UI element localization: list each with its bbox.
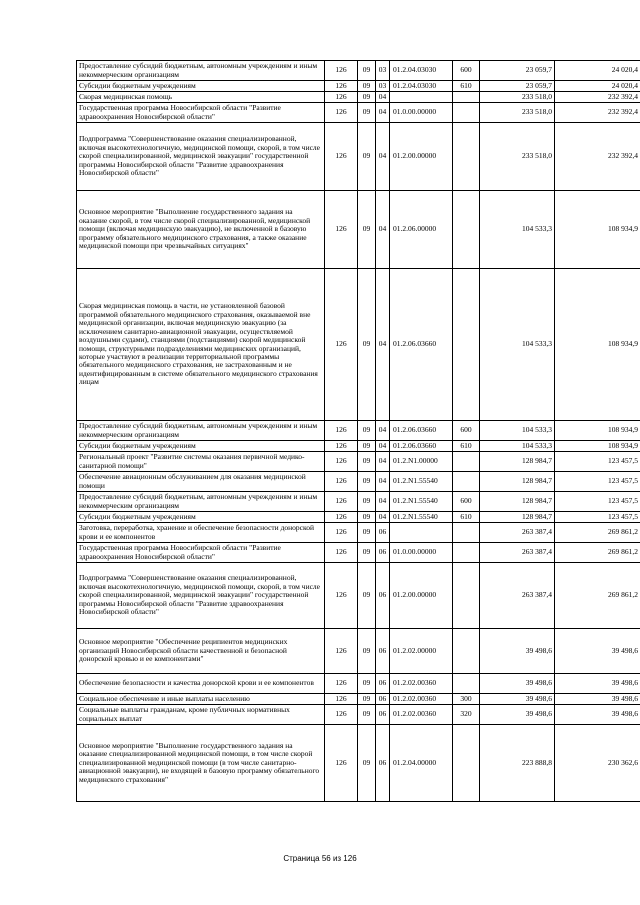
row-expense-type — [453, 725, 480, 802]
row-target-article: 01.2.06.03660 — [390, 269, 453, 421]
row-section-code: 09 — [358, 725, 376, 802]
row-subsection-code: 04 — [376, 452, 390, 472]
row-subsection-code: 06 — [376, 523, 390, 543]
table-row — [77, 563, 640, 629]
table-row — [77, 421, 640, 441]
table-row — [77, 92, 640, 103]
row-amount-year1: 39 498,6 — [480, 694, 555, 705]
row-expense-type: 610 — [453, 81, 480, 92]
row-section-code: 09 — [358, 191, 376, 269]
row-grbs-code: 126 — [325, 512, 358, 523]
page-number: Страница 56 из 126 — [283, 854, 357, 863]
row-name: Скорая медицинская помощь — [77, 92, 325, 103]
row-target-article: 01.2.N1.55540 — [390, 512, 453, 523]
row-amount-year2: 123 457,5 — [555, 472, 640, 492]
table-row — [77, 705, 640, 725]
row-grbs-code: 126 — [325, 629, 358, 674]
table-body — [77, 61, 640, 802]
row-amount-year2: 123 457,5 — [555, 492, 640, 512]
row-subsection-code: 03 — [376, 81, 390, 92]
row-amount-year1: 233 518,0 — [480, 103, 555, 123]
row-subsection-code: 04 — [376, 191, 390, 269]
row-subsection-code: 06 — [376, 705, 390, 725]
row-grbs-code: 126 — [325, 269, 358, 421]
row-amount-year2: 123 457,5 — [555, 452, 640, 472]
row-amount-year1: 23 059,7 — [480, 61, 555, 81]
row-expense-type: 300 — [453, 694, 480, 705]
row-name: Основное мероприятие "Выполнение государственного задания на оказание скорой, в том числе скорой специализированной, медицинской помощи (включая медицинскую эвакуацию), не включенной в базовую программу обязательного медицинского страхования, а также оказание медицинской помощи при чрезвычайных ситуациях" — [77, 191, 325, 269]
row-expense-type: 610 — [453, 512, 480, 523]
row-grbs-code: 126 — [325, 61, 358, 81]
row-name: Субсидии бюджетным учреждениям — [77, 81, 325, 92]
row-name: Подпрограмма "Совершенствование оказания специализированной, включая высокотехнологичную, медицинской помощи, скорой, в том числе скорой специализированной, медицинской эвакуации" государственной программы Новосибирской области "Развитие здравоохранения Новосибирской области" — [77, 123, 325, 191]
row-target-article: 01.2.02.00360 — [390, 705, 453, 725]
row-amount-year1: 233 518,0 — [480, 92, 555, 103]
row-subsection-code: 04 — [376, 441, 390, 452]
row-name: Предоставление субсидий бюджетным, автономным учреждениям и иным некоммерческим организациям — [77, 61, 325, 81]
table-row — [77, 725, 640, 802]
row-name: Скорая медицинская помощь в части, не установленной базовой программой обязательного медицинского страхования, оказываемой вне медицинской организации, включая медицинскую эвакуацию (за исключением санитарно-авиационной эвакуации, осуществляемой воздушными судами), станциями (подстанциями) скорой медицинской помощи, структурными подразделениями медицинских организаций, которые участвуют в реализации территориальной программы обязательного медицинского страхования, не застрахованным и не идентифицированным в системе обязательного медицинского страхования лицам — [77, 269, 325, 421]
row-subsection-code: 04 — [376, 512, 390, 523]
row-amount-year1: 104 533,3 — [480, 191, 555, 269]
row-subsection-code: 06 — [376, 629, 390, 674]
table-row — [77, 523, 640, 543]
row-expense-type — [453, 452, 480, 472]
row-section-code: 09 — [358, 472, 376, 492]
row-name: Социальное обеспечение и иные выплаты населению — [77, 694, 325, 705]
row-amount-year1: 128 984,7 — [480, 492, 555, 512]
row-section-code: 09 — [358, 674, 376, 694]
row-grbs-code: 126 — [325, 123, 358, 191]
row-target-article — [390, 92, 453, 103]
row-section-code: 09 — [358, 563, 376, 629]
row-section-code: 09 — [358, 81, 376, 92]
row-subsection-code: 04 — [376, 472, 390, 492]
row-name: Государственная программа Новосибирской области "Развитие здравоохранения Новосибирской области" — [77, 543, 325, 563]
row-name: Социальные выплаты гражданам, кроме публичных нормативных социальных выплат — [77, 705, 325, 725]
row-section-code: 09 — [358, 123, 376, 191]
row-grbs-code: 126 — [325, 81, 358, 92]
row-amount-year1: 263 387,4 — [480, 523, 555, 543]
row-name: Субсидии бюджетным учреждениям — [77, 512, 325, 523]
row-subsection-code: 06 — [376, 674, 390, 694]
row-amount-year1: 128 984,7 — [480, 472, 555, 492]
row-section-code: 09 — [358, 452, 376, 472]
table-row — [77, 441, 640, 452]
table-row — [77, 674, 640, 694]
row-amount-year1: 39 498,6 — [480, 629, 555, 674]
row-grbs-code: 126 — [325, 472, 358, 492]
row-amount-year2: 108 934,9 — [555, 421, 640, 441]
row-name: Подпрограмма "Совершенствование оказания специализированной, включая высокотехнологичную, медицинской помощи, скорой, в том числе скорой специализированной, медицинской эвакуации" государственной программы Новосибирской области "Развитие здравоохранения Новосибирской области" — [77, 563, 325, 629]
row-expense-type — [453, 191, 480, 269]
row-amount-year1: 104 533,3 — [480, 269, 555, 421]
row-expense-type: 600 — [453, 421, 480, 441]
row-amount-year2: 108 934,9 — [555, 191, 640, 269]
row-target-article: 01.0.00.00000 — [390, 543, 453, 563]
row-subsection-code: 04 — [376, 492, 390, 512]
row-target-article — [390, 523, 453, 543]
row-target-article: 01.0.00.00000 — [390, 103, 453, 123]
row-grbs-code: 126 — [325, 523, 358, 543]
row-name: Региональный проект "Развитие системы оказания первичной медико-санитарной помощи" — [77, 452, 325, 472]
row-section-code: 09 — [358, 269, 376, 421]
table-row — [77, 512, 640, 523]
row-amount-year2: 39 498,6 — [555, 674, 640, 694]
row-section-code: 09 — [358, 512, 376, 523]
row-name: Предоставление субсидий бюджетным, автономным учреждениям и иным некоммерческим организациям — [77, 421, 325, 441]
table-row — [77, 543, 640, 563]
row-grbs-code: 126 — [325, 543, 358, 563]
table-row — [77, 269, 640, 421]
row-expense-type: 600 — [453, 61, 480, 81]
row-amount-year1: 263 387,4 — [480, 563, 555, 629]
row-grbs-code: 126 — [325, 563, 358, 629]
row-amount-year2: 269 861,2 — [555, 543, 640, 563]
row-section-code: 09 — [358, 705, 376, 725]
row-target-article: 01.2.02.00360 — [390, 674, 453, 694]
row-name: Заготовка, переработка, хранение и обеспечение безопасности донорской крови и ее компонентов — [77, 523, 325, 543]
budget-table — [76, 60, 640, 802]
row-name: Обеспечение авиационным обслуживанием для оказания медицинской помощи — [77, 472, 325, 492]
table-row — [77, 452, 640, 472]
row-grbs-code: 126 — [325, 674, 358, 694]
row-amount-year2: 230 362,6 — [555, 725, 640, 802]
row-expense-type: 610 — [453, 441, 480, 452]
row-amount-year1: 233 518,0 — [480, 123, 555, 191]
row-target-article: 01.2.02.00000 — [390, 629, 453, 674]
row-section-code: 09 — [358, 629, 376, 674]
row-grbs-code: 126 — [325, 492, 358, 512]
table-row — [77, 191, 640, 269]
table-row — [77, 61, 640, 81]
row-amount-year1: 223 888,8 — [480, 725, 555, 802]
row-amount-year1: 23 059,7 — [480, 81, 555, 92]
row-name: Предоставление субсидий бюджетным, автономным учреждениям и иным некоммерческим организациям — [77, 492, 325, 512]
row-amount-year1: 104 533,3 — [480, 421, 555, 441]
row-name: Субсидии бюджетным учреждениям — [77, 441, 325, 452]
row-amount-year2: 39 498,6 — [555, 694, 640, 705]
row-grbs-code: 126 — [325, 441, 358, 452]
row-target-article: 01.2.04.00000 — [390, 725, 453, 802]
row-section-code: 09 — [358, 61, 376, 81]
row-amount-year1: 263 387,4 — [480, 543, 555, 563]
row-expense-type: 320 — [453, 705, 480, 725]
row-expense-type — [453, 563, 480, 629]
row-amount-year2: 39 498,6 — [555, 629, 640, 674]
table-row — [77, 629, 640, 674]
row-amount-year2: 232 392,4 — [555, 92, 640, 103]
row-grbs-code: 126 — [325, 103, 358, 123]
row-target-article: 01.2.N1.55540 — [390, 492, 453, 512]
table-row — [77, 694, 640, 705]
row-grbs-code: 126 — [325, 191, 358, 269]
row-amount-year2: 269 861,2 — [555, 523, 640, 543]
row-expense-type — [453, 674, 480, 694]
row-expense-type — [453, 472, 480, 492]
row-expense-type — [453, 523, 480, 543]
row-target-article: 01.2.N1.55540 — [390, 472, 453, 492]
row-amount-year1: 128 984,7 — [480, 452, 555, 472]
row-grbs-code: 126 — [325, 694, 358, 705]
row-amount-year2: 39 498,6 — [555, 705, 640, 725]
table-row — [77, 123, 640, 191]
row-amount-year1: 128 984,7 — [480, 512, 555, 523]
table-row — [77, 492, 640, 512]
row-target-article: 01.2.06.03660 — [390, 421, 453, 441]
row-target-article: 01.2.N1.00000 — [390, 452, 453, 472]
row-subsection-code: 04 — [376, 269, 390, 421]
row-subsection-code: 06 — [376, 563, 390, 629]
row-subsection-code: 06 — [376, 725, 390, 802]
row-subsection-code: 06 — [376, 543, 390, 563]
row-expense-type — [453, 543, 480, 563]
row-expense-type — [453, 269, 480, 421]
row-subsection-code: 04 — [376, 103, 390, 123]
row-section-code: 09 — [358, 492, 376, 512]
row-subsection-code: 06 — [376, 694, 390, 705]
row-amount-year2: 269 861,2 — [555, 563, 640, 629]
row-grbs-code: 126 — [325, 421, 358, 441]
row-amount-year2: 24 020,4 — [555, 81, 640, 92]
row-expense-type: 600 — [453, 492, 480, 512]
row-grbs-code: 126 — [325, 92, 358, 103]
row-expense-type — [453, 629, 480, 674]
table-row — [77, 472, 640, 492]
row-amount-year2: 24 020,4 — [555, 61, 640, 81]
row-expense-type — [453, 123, 480, 191]
row-section-code: 09 — [358, 694, 376, 705]
row-amount-year2: 232 392,4 — [555, 103, 640, 123]
row-amount-year2: 232 392,4 — [555, 123, 640, 191]
row-amount-year1: 104 533,3 — [480, 441, 555, 452]
row-target-article: 01.2.02.00360 — [390, 694, 453, 705]
row-name: Основное мероприятие "Обеспечение реципиентов медицинских организаций Новосибирской области качественной и безопасной донорской кровью и ее компонентами" — [77, 629, 325, 674]
row-target-article: 01.2.00.00000 — [390, 123, 453, 191]
row-target-article: 01.2.06.03660 — [390, 441, 453, 452]
row-name: Обеспечение безопасности и качества донорской крови и ее компонентов — [77, 674, 325, 694]
row-section-code: 09 — [358, 543, 376, 563]
row-target-article: 01.2.06.00000 — [390, 191, 453, 269]
row-section-code: 09 — [358, 441, 376, 452]
row-section-code: 09 — [358, 421, 376, 441]
row-target-article: 01.2.04.03030 — [390, 81, 453, 92]
row-amount-year1: 39 498,6 — [480, 674, 555, 694]
table-row — [77, 103, 640, 123]
row-subsection-code: 04 — [376, 123, 390, 191]
row-amount-year2: 108 934,9 — [555, 269, 640, 421]
row-section-code: 09 — [358, 523, 376, 543]
row-grbs-code: 126 — [325, 452, 358, 472]
row-expense-type — [453, 92, 480, 103]
row-amount-year2: 108 934,9 — [555, 441, 640, 452]
row-expense-type — [453, 103, 480, 123]
row-grbs-code: 126 — [325, 725, 358, 802]
row-name: Основное мероприятие "Выполнение государственного задания на оказание специализированной медицинской помощи, в том числе скорой специализированной медицинской помощи (в том числе санитарно-авиационной эвакуации), не входящей в базовую программу обязательного медицинского страхования" — [77, 725, 325, 802]
row-grbs-code: 126 — [325, 705, 358, 725]
row-target-article: 01.2.04.03030 — [390, 61, 453, 81]
row-amount-year1: 39 498,6 — [480, 705, 555, 725]
row-name: Государственная программа Новосибирской области "Развитие здравоохранения Новосибирской области" — [77, 103, 325, 123]
row-section-code: 09 — [358, 103, 376, 123]
row-subsection-code: 04 — [376, 92, 390, 103]
row-subsection-code: 04 — [376, 421, 390, 441]
row-subsection-code: 03 — [376, 61, 390, 81]
table-row — [77, 81, 640, 92]
row-target-article: 01.2.00.00000 — [390, 563, 453, 629]
row-amount-year2: 123 457,5 — [555, 512, 640, 523]
row-section-code: 09 — [358, 92, 376, 103]
